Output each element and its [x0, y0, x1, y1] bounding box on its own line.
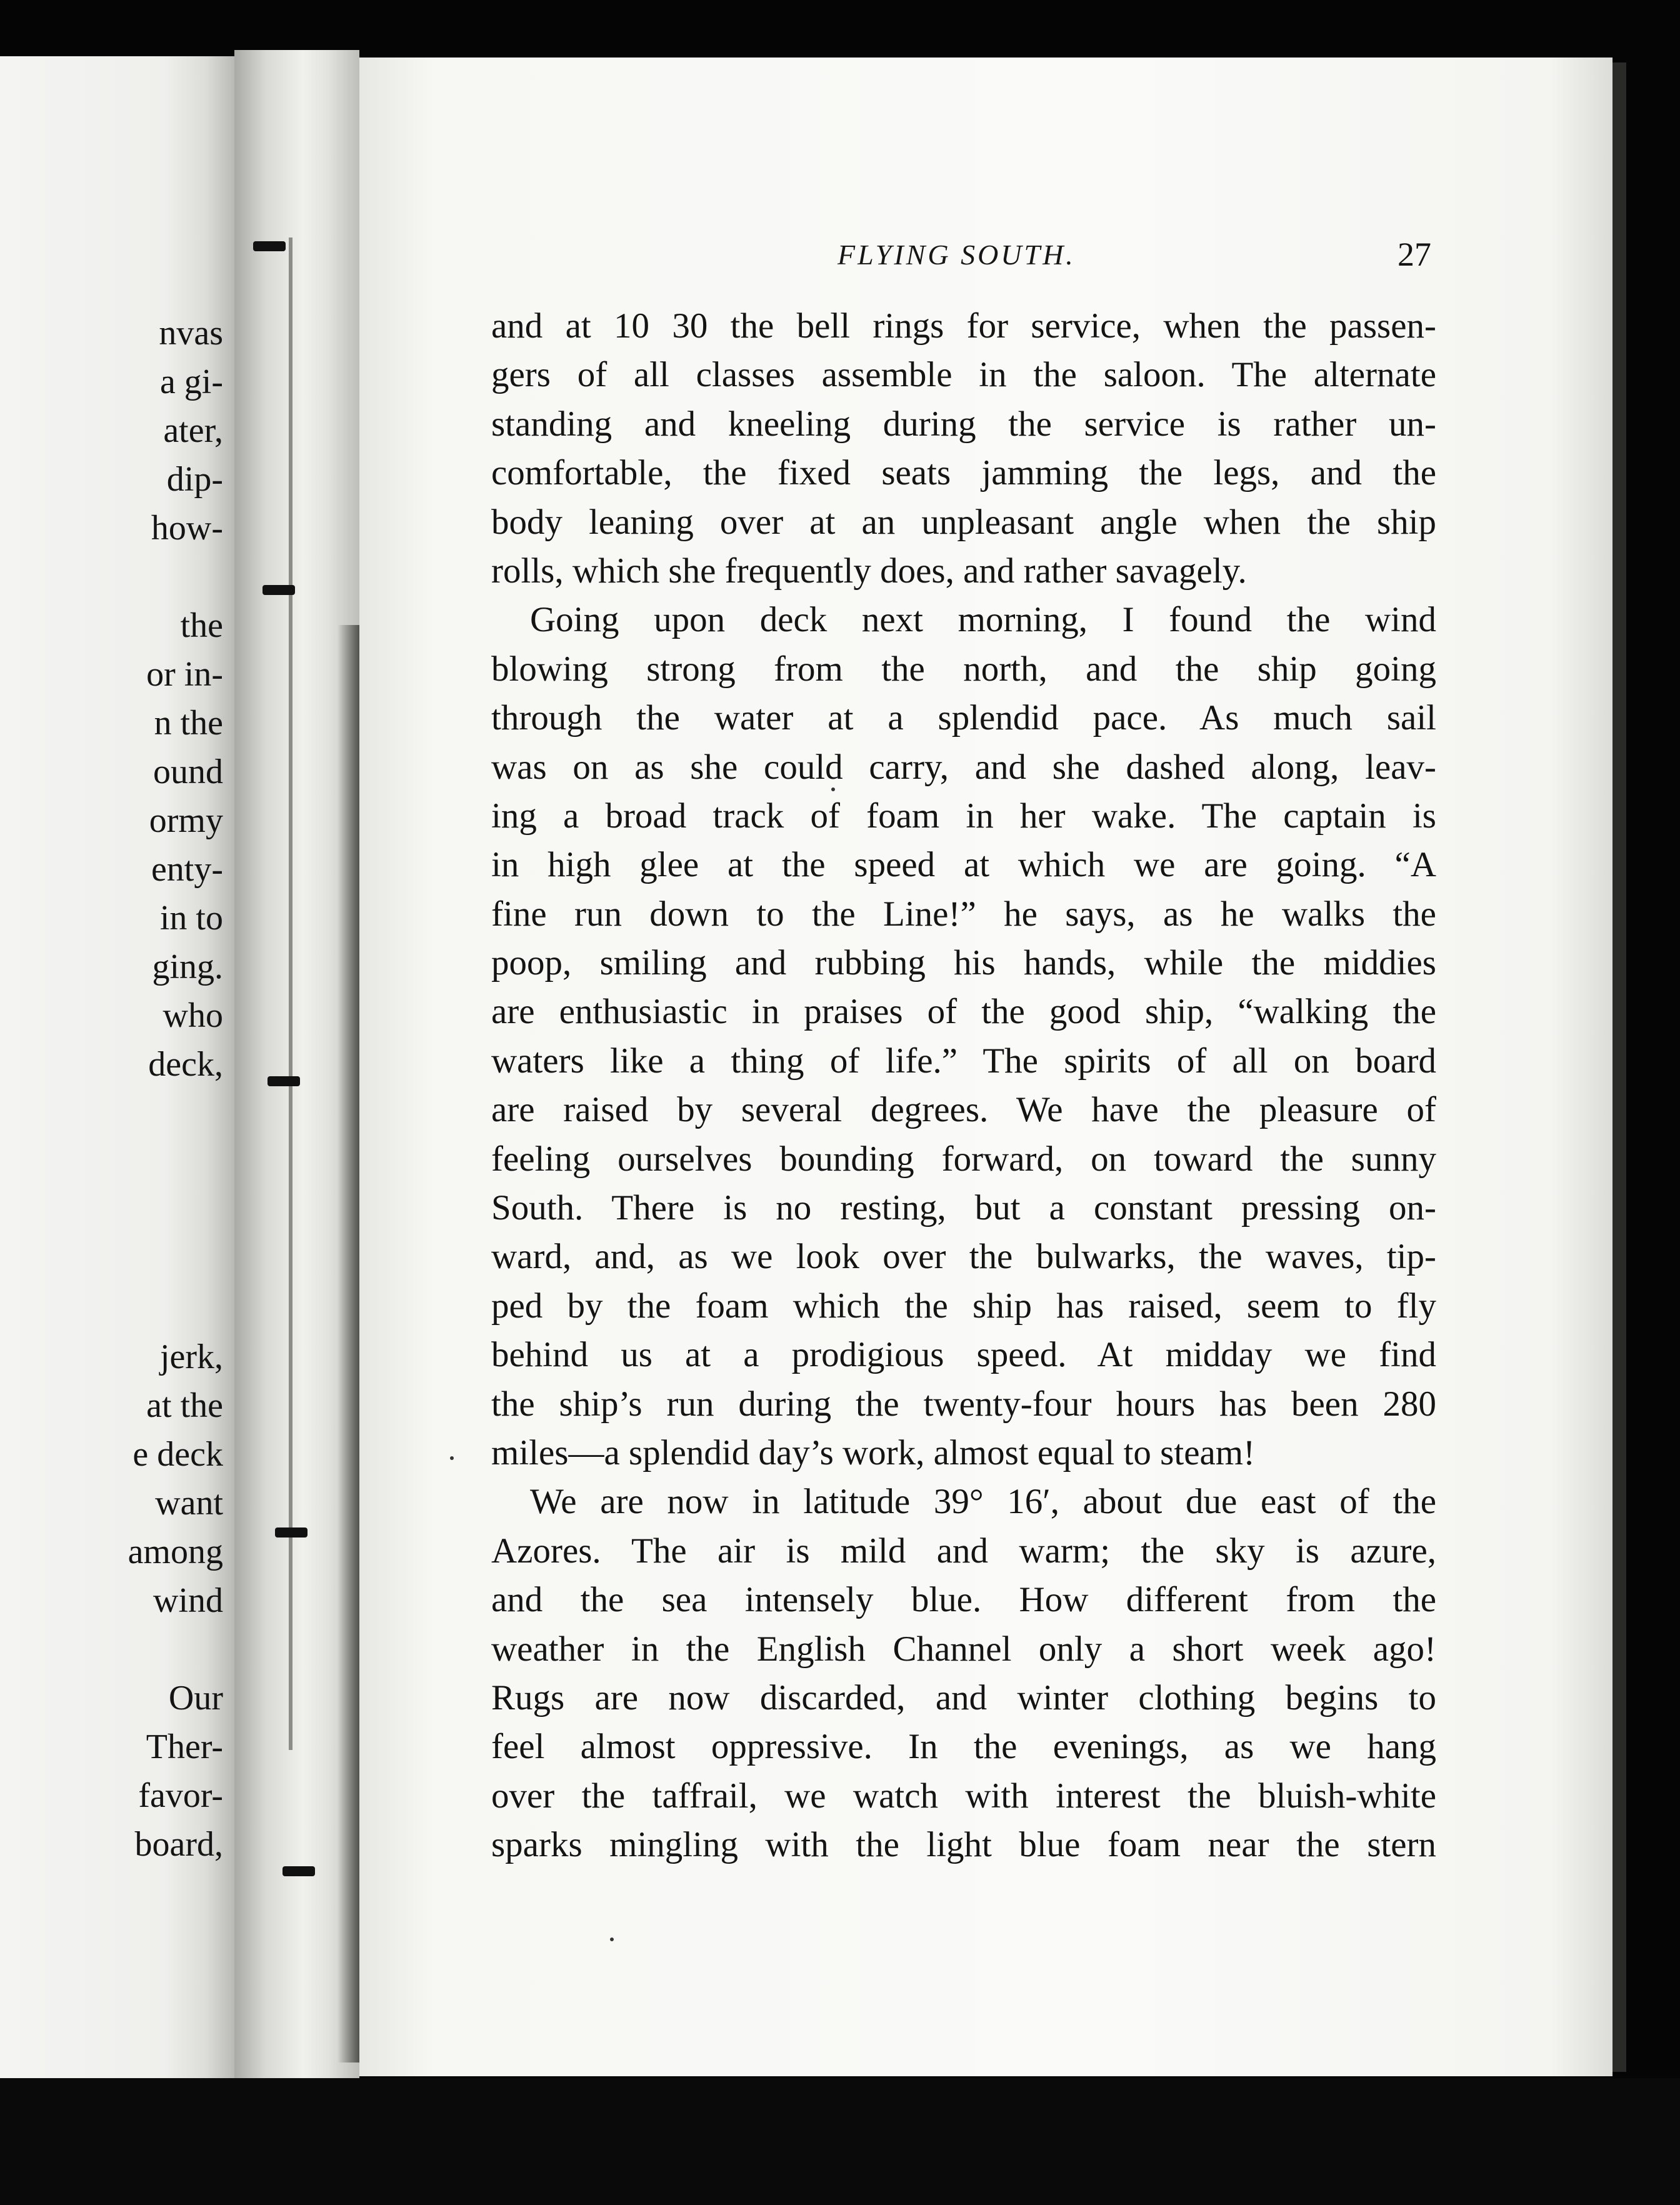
scan-speck: [831, 788, 835, 791]
binding-stitch: [262, 585, 295, 595]
left-fragment: Ther-: [146, 1728, 223, 1766]
left-fragment: wind: [153, 1581, 223, 1620]
text-line: blowing strong from the north, and the ship going: [491, 649, 1436, 689]
text-line: ward, and, as we look over the bulwarks, the waves, tip-: [491, 1237, 1436, 1277]
text-line: Azores. The air is mild and warm; the sky is azure,: [491, 1531, 1436, 1571]
gutter-shadow: [338, 625, 360, 2062]
text-line: ing a broad track of foam in her wake. The captain is: [491, 796, 1436, 836]
text-line: feeling ourselves bounding forward, on toward the sunny: [491, 1139, 1436, 1179]
text-line: miles—a splendid day’s work, almost equal to steam!: [491, 1432, 1256, 1472]
binding-stitch: [282, 1866, 315, 1876]
binding-stitch: [253, 241, 286, 251]
left-fragment: ater,: [163, 411, 223, 450]
body-text: [491, 302, 1436, 1870]
text-line: sparks mingling with the light blue foam near the stern: [491, 1825, 1436, 1865]
text-line: in high glee at the speed at which we are going. “A: [491, 845, 1436, 885]
text-line: gers of all classes assemble in the saloon. The alternate: [491, 355, 1436, 395]
text-line: waters like a thing of life.” The spirits of all on board: [491, 1041, 1436, 1081]
paragraph-3: [491, 1478, 1436, 1869]
running-head: FLYING SOUTH.: [838, 239, 1076, 271]
left-fragment: in to: [159, 899, 223, 938]
text-line: behind us at a prodigious speed. At midday we find: [491, 1335, 1436, 1375]
left-fragment: favor-: [138, 1776, 223, 1815]
left-fragment: dip-: [166, 460, 223, 499]
text-line: standing and kneeling during the service is rather un-: [491, 404, 1436, 444]
left-fragment: or in-: [146, 655, 223, 694]
text-line: and at 10 30 the bell rings for service, when the passen-: [491, 306, 1436, 346]
scan-bottom-border: [0, 2078, 1680, 2205]
left-fragment: at the: [146, 1386, 223, 1425]
left-fragment: board,: [134, 1825, 223, 1864]
text-line: Rugs are now discarded, and winter clothing begins to: [491, 1678, 1436, 1718]
scan-speck: [450, 1456, 454, 1460]
text-line: through the water at a splendid pace. As much sail: [491, 698, 1436, 738]
left-page: [0, 56, 234, 2078]
left-fragment: how-: [151, 509, 223, 548]
paragraph-2: [491, 596, 1436, 1478]
text-line: are raised by several degrees. We have the pleasure of: [491, 1090, 1436, 1130]
text-line: comfortable, the fixed seats jamming the legs, and the: [491, 453, 1436, 493]
text-line: body leaning over at an unpleasant angle when the ship: [491, 502, 1436, 542]
text-line: the ship’s run during the twenty-four hours has been 280: [491, 1384, 1436, 1424]
left-fragment: who: [162, 996, 223, 1035]
binding-thread: [289, 238, 292, 1750]
text-line: feel almost oppressive. In the evenings, as we hang: [491, 1727, 1436, 1767]
left-fragment: enty-: [151, 850, 223, 889]
text-line: poop, smiling and rubbing his hands, while the middies: [491, 943, 1436, 983]
left-fragment: ound: [153, 752, 223, 791]
binding-stitch: [268, 1076, 300, 1086]
left-fragment: want: [155, 1484, 223, 1522]
text-line: weather in the English Channel only a short week ago!: [491, 1629, 1436, 1669]
text-line: ped by the foam which the ship has raised, seem to fly: [491, 1286, 1436, 1326]
text-line: fine run down to the Line!” he says, as he walks the: [491, 894, 1436, 934]
text-line: was on as she could carry, and she dashed along, leav-: [491, 747, 1436, 787]
text-line: and the sea intensely blue. How different from the: [491, 1580, 1436, 1620]
page-edge: [1612, 62, 1626, 2072]
page-number: 27: [1398, 236, 1431, 273]
scan-speck: [610, 1938, 614, 1941]
text-line: rolls, which she frequently does, and rather savagely.: [491, 551, 1247, 591]
text-line: South. There is no resting, but a constant pressing on-: [491, 1188, 1436, 1228]
left-fragment: deck,: [148, 1045, 223, 1084]
binding-stitch: [275, 1528, 308, 1538]
left-fragment: ormy: [149, 801, 223, 840]
text-line: Going upon deck next morning, I found the wind: [530, 600, 1436, 640]
left-fragment: ging.: [152, 948, 223, 986]
text-line: We are now in latitude 39° 16′, about due east of the: [530, 1482, 1436, 1522]
left-fragment: nvas: [159, 314, 223, 352]
text-line: are enthusiastic in praises of the good ship, “walking the: [491, 992, 1436, 1032]
left-fragment: jerk,: [159, 1338, 223, 1376]
text-line: over the taffrail, we watch with interest the bluish-white: [491, 1776, 1436, 1816]
left-fragment: e deck: [132, 1435, 223, 1474]
left-fragment: among: [128, 1532, 223, 1571]
left-fragment: n the: [154, 704, 223, 742]
paragraph-1: [491, 302, 1436, 596]
left-fragment: Our: [168, 1679, 223, 1718]
left-fragment: the: [180, 606, 223, 645]
left-fragment: a gi-: [159, 362, 223, 401]
